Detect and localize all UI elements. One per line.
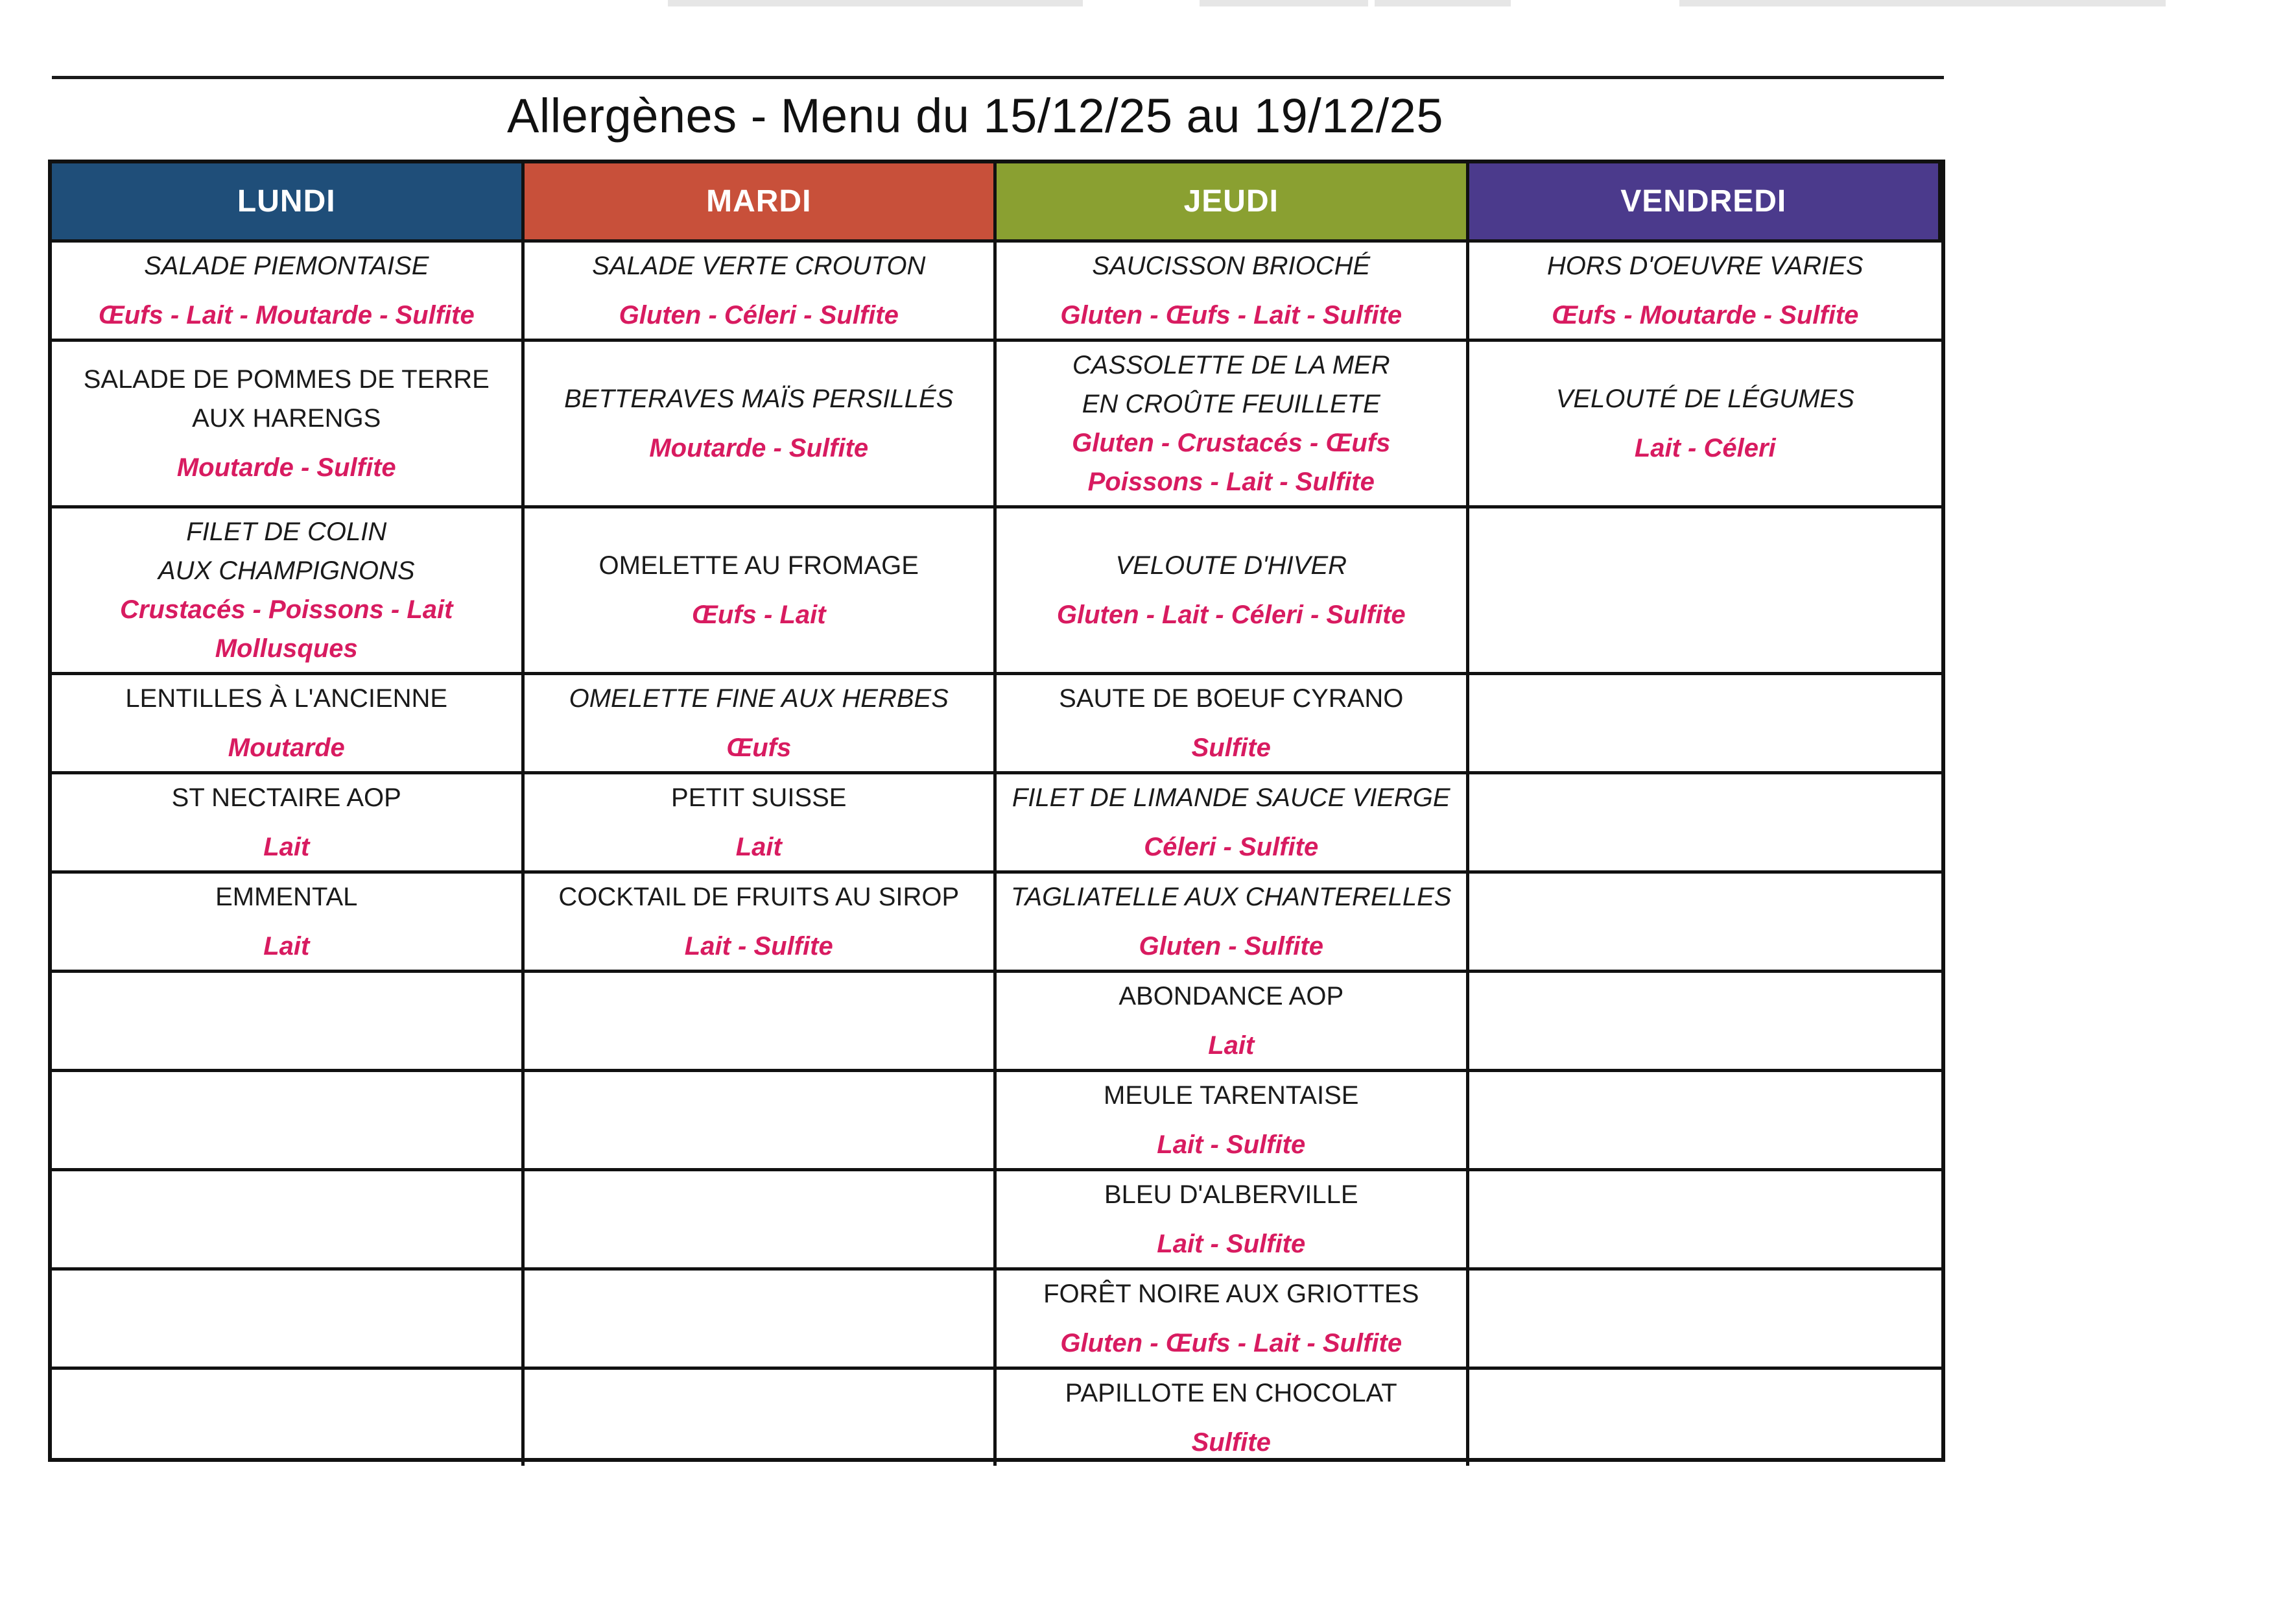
allergen-list: Gluten - Œufs - Lait - Sulfite xyxy=(1060,301,1402,329)
allergen-list: Œufs - Lait - Moutarde - Sulfite xyxy=(98,301,475,329)
allergen-list: Lait xyxy=(1208,1031,1255,1060)
empty-cell xyxy=(1469,1271,1942,1370)
allergen-list: Œufs - Moutarde - Sulfite xyxy=(1552,301,1859,329)
menu-cell xyxy=(997,1072,1469,1171)
allergen-list: Céleri - Sulfite xyxy=(1144,833,1319,861)
menu-cell xyxy=(997,508,1469,675)
menu-cell xyxy=(997,1370,1469,1466)
allergen-list: Gluten - Crustacés - Œufs Poissons - Lait - Sulfite xyxy=(1072,429,1391,496)
empty-cell xyxy=(1469,774,1942,874)
empty-cell xyxy=(52,973,525,1072)
dish-name: OMELETTE AU FROMAGE xyxy=(598,551,919,580)
allergen-list: Œufs xyxy=(726,734,792,762)
dish-name: MEULE TARENTAISE xyxy=(1104,1081,1359,1110)
empty-cell xyxy=(1469,1171,1942,1271)
dish-name: EMMENTAL xyxy=(215,883,358,911)
menu-cell xyxy=(525,342,997,508)
allergen-list: Moutarde - Sulfite xyxy=(176,453,396,482)
dish-name: CASSOLETTE DE LA MER EN CROÛTE FEUILLETE xyxy=(1072,351,1390,418)
menu-cell xyxy=(997,342,1469,508)
allergen-list: Lait - Céleri xyxy=(1634,434,1776,462)
menu-cell xyxy=(525,675,997,774)
menu-cell xyxy=(997,1271,1469,1370)
dish-name: COCKTAIL DE FRUITS AU SIROP xyxy=(558,883,960,911)
allergen-list: Crustacés - Poissons - Lait Mollusques xyxy=(120,595,453,663)
allergen-list: Gluten - Lait - Céleri - Sulfite xyxy=(1056,601,1406,629)
empty-cell xyxy=(1469,675,1942,774)
dish-name: TAGLIATELLE AUX CHANTERELLES xyxy=(1011,883,1452,911)
menu-cell xyxy=(997,774,1469,874)
empty-cell xyxy=(1469,874,1942,973)
menu-cell xyxy=(52,675,525,774)
empty-cell xyxy=(52,1271,525,1370)
empty-cell xyxy=(1469,1370,1942,1466)
empty-cell xyxy=(52,1370,525,1466)
menu-cell xyxy=(52,243,525,342)
empty-cell xyxy=(52,1072,525,1171)
menu-cell xyxy=(52,508,525,675)
empty-cell xyxy=(1469,1072,1942,1171)
scan-artifacts xyxy=(0,0,2296,13)
menu-cell xyxy=(997,973,1469,1072)
dish-name: SALADE PIEMONTAISE xyxy=(144,252,429,280)
empty-cell xyxy=(525,1370,997,1466)
allergen-list: Œufs - Lait xyxy=(691,601,826,629)
allergen-list: Gluten - Céleri - Sulfite xyxy=(619,301,899,329)
menu-cell xyxy=(997,243,1469,342)
menu-cell xyxy=(1469,243,1942,342)
empty-cell xyxy=(525,973,997,1072)
header-mardi: MARDI xyxy=(525,163,997,243)
allergen-list: Lait xyxy=(263,833,310,861)
allergen-list: Gluten - Œufs - Lait - Sulfite xyxy=(1060,1329,1402,1357)
dish-name: ST NECTAIRE AOP xyxy=(171,783,401,812)
menu-cell xyxy=(1469,342,1942,508)
empty-cell xyxy=(1469,973,1942,1072)
menu-cell xyxy=(52,874,525,973)
dish-name: HORS D'OEUVRE VARIES xyxy=(1546,252,1864,280)
dish-name: VELOUTE D'HIVER xyxy=(1115,551,1347,580)
empty-cell xyxy=(52,1171,525,1271)
menu-cell xyxy=(525,774,997,874)
menu-cell xyxy=(525,243,997,342)
menu-cell xyxy=(997,675,1469,774)
allergen-list: Sulfite xyxy=(1191,1428,1271,1457)
dish-name: ABONDANCE AOP xyxy=(1118,982,1344,1010)
dish-name: VELOUTÉ DE LÉGUMES xyxy=(1556,385,1854,413)
allergen-list: Lait xyxy=(735,833,782,861)
allergen-list: Moutarde xyxy=(228,734,345,762)
allergen-list: Lait - Sulfite xyxy=(1157,1230,1306,1258)
menu-cell xyxy=(525,874,997,973)
dish-name: SAUCISSON BRIOCHÉ xyxy=(1092,252,1371,280)
allergen-list: Lait - Sulfite xyxy=(1157,1130,1306,1159)
allergen-list: Lait xyxy=(263,932,310,961)
empty-cell xyxy=(525,1072,997,1171)
empty-cell xyxy=(525,1271,997,1370)
dish-name: FILET DE LIMANDE SAUCE VIERGE xyxy=(1012,783,1450,812)
empty-cell xyxy=(1469,508,1942,675)
menu-cell xyxy=(52,342,525,508)
allergen-list: Moutarde - Sulfite xyxy=(649,434,869,462)
dish-name: OMELETTE FINE AUX HERBES xyxy=(569,684,949,713)
dish-name: PAPILLOTE EN CHOCOLAT xyxy=(1065,1379,1397,1407)
page-title: Allergènes - Menu du 15/12/25 au 19/12/25 xyxy=(507,89,1443,143)
menu-cell xyxy=(52,774,525,874)
dish-name: SAUTE DE BOEUF CYRANO xyxy=(1059,684,1404,713)
dish-name: PETIT SUISSE xyxy=(671,783,847,812)
allergen-menu-table xyxy=(48,160,1945,1462)
dish-name: BETTERAVES MAÏS PERSILLÉS xyxy=(564,385,954,413)
dish-name: BLEU D'ALBERVILLE xyxy=(1104,1180,1358,1209)
allergen-list: Sulfite xyxy=(1191,734,1271,762)
dish-name: SALADE DE POMMES DE TERRE AUX HARENGS xyxy=(83,365,490,433)
header-jeudi: JEUDI xyxy=(997,163,1469,243)
header-lundi: LUNDI xyxy=(52,163,525,243)
allergen-list: Lait - Sulfite xyxy=(684,932,833,961)
dish-name: FILET DE COLIN AUX CHAMPIGNONS xyxy=(158,518,415,585)
dish-name: LENTILLES À L'ANCIENNE xyxy=(125,684,448,713)
dish-name: FORÊT NOIRE AUX GRIOTTES xyxy=(1043,1280,1419,1308)
dish-name: SALADE VERTE CROUTON xyxy=(592,252,926,280)
menu-cell xyxy=(997,874,1469,973)
header-vendredi: VENDREDI xyxy=(1469,163,1942,243)
top-rule xyxy=(52,76,1944,79)
menu-cell xyxy=(997,1171,1469,1271)
empty-cell xyxy=(525,1171,997,1271)
menu-cell xyxy=(525,508,997,675)
allergen-list: Gluten - Sulfite xyxy=(1139,932,1323,961)
